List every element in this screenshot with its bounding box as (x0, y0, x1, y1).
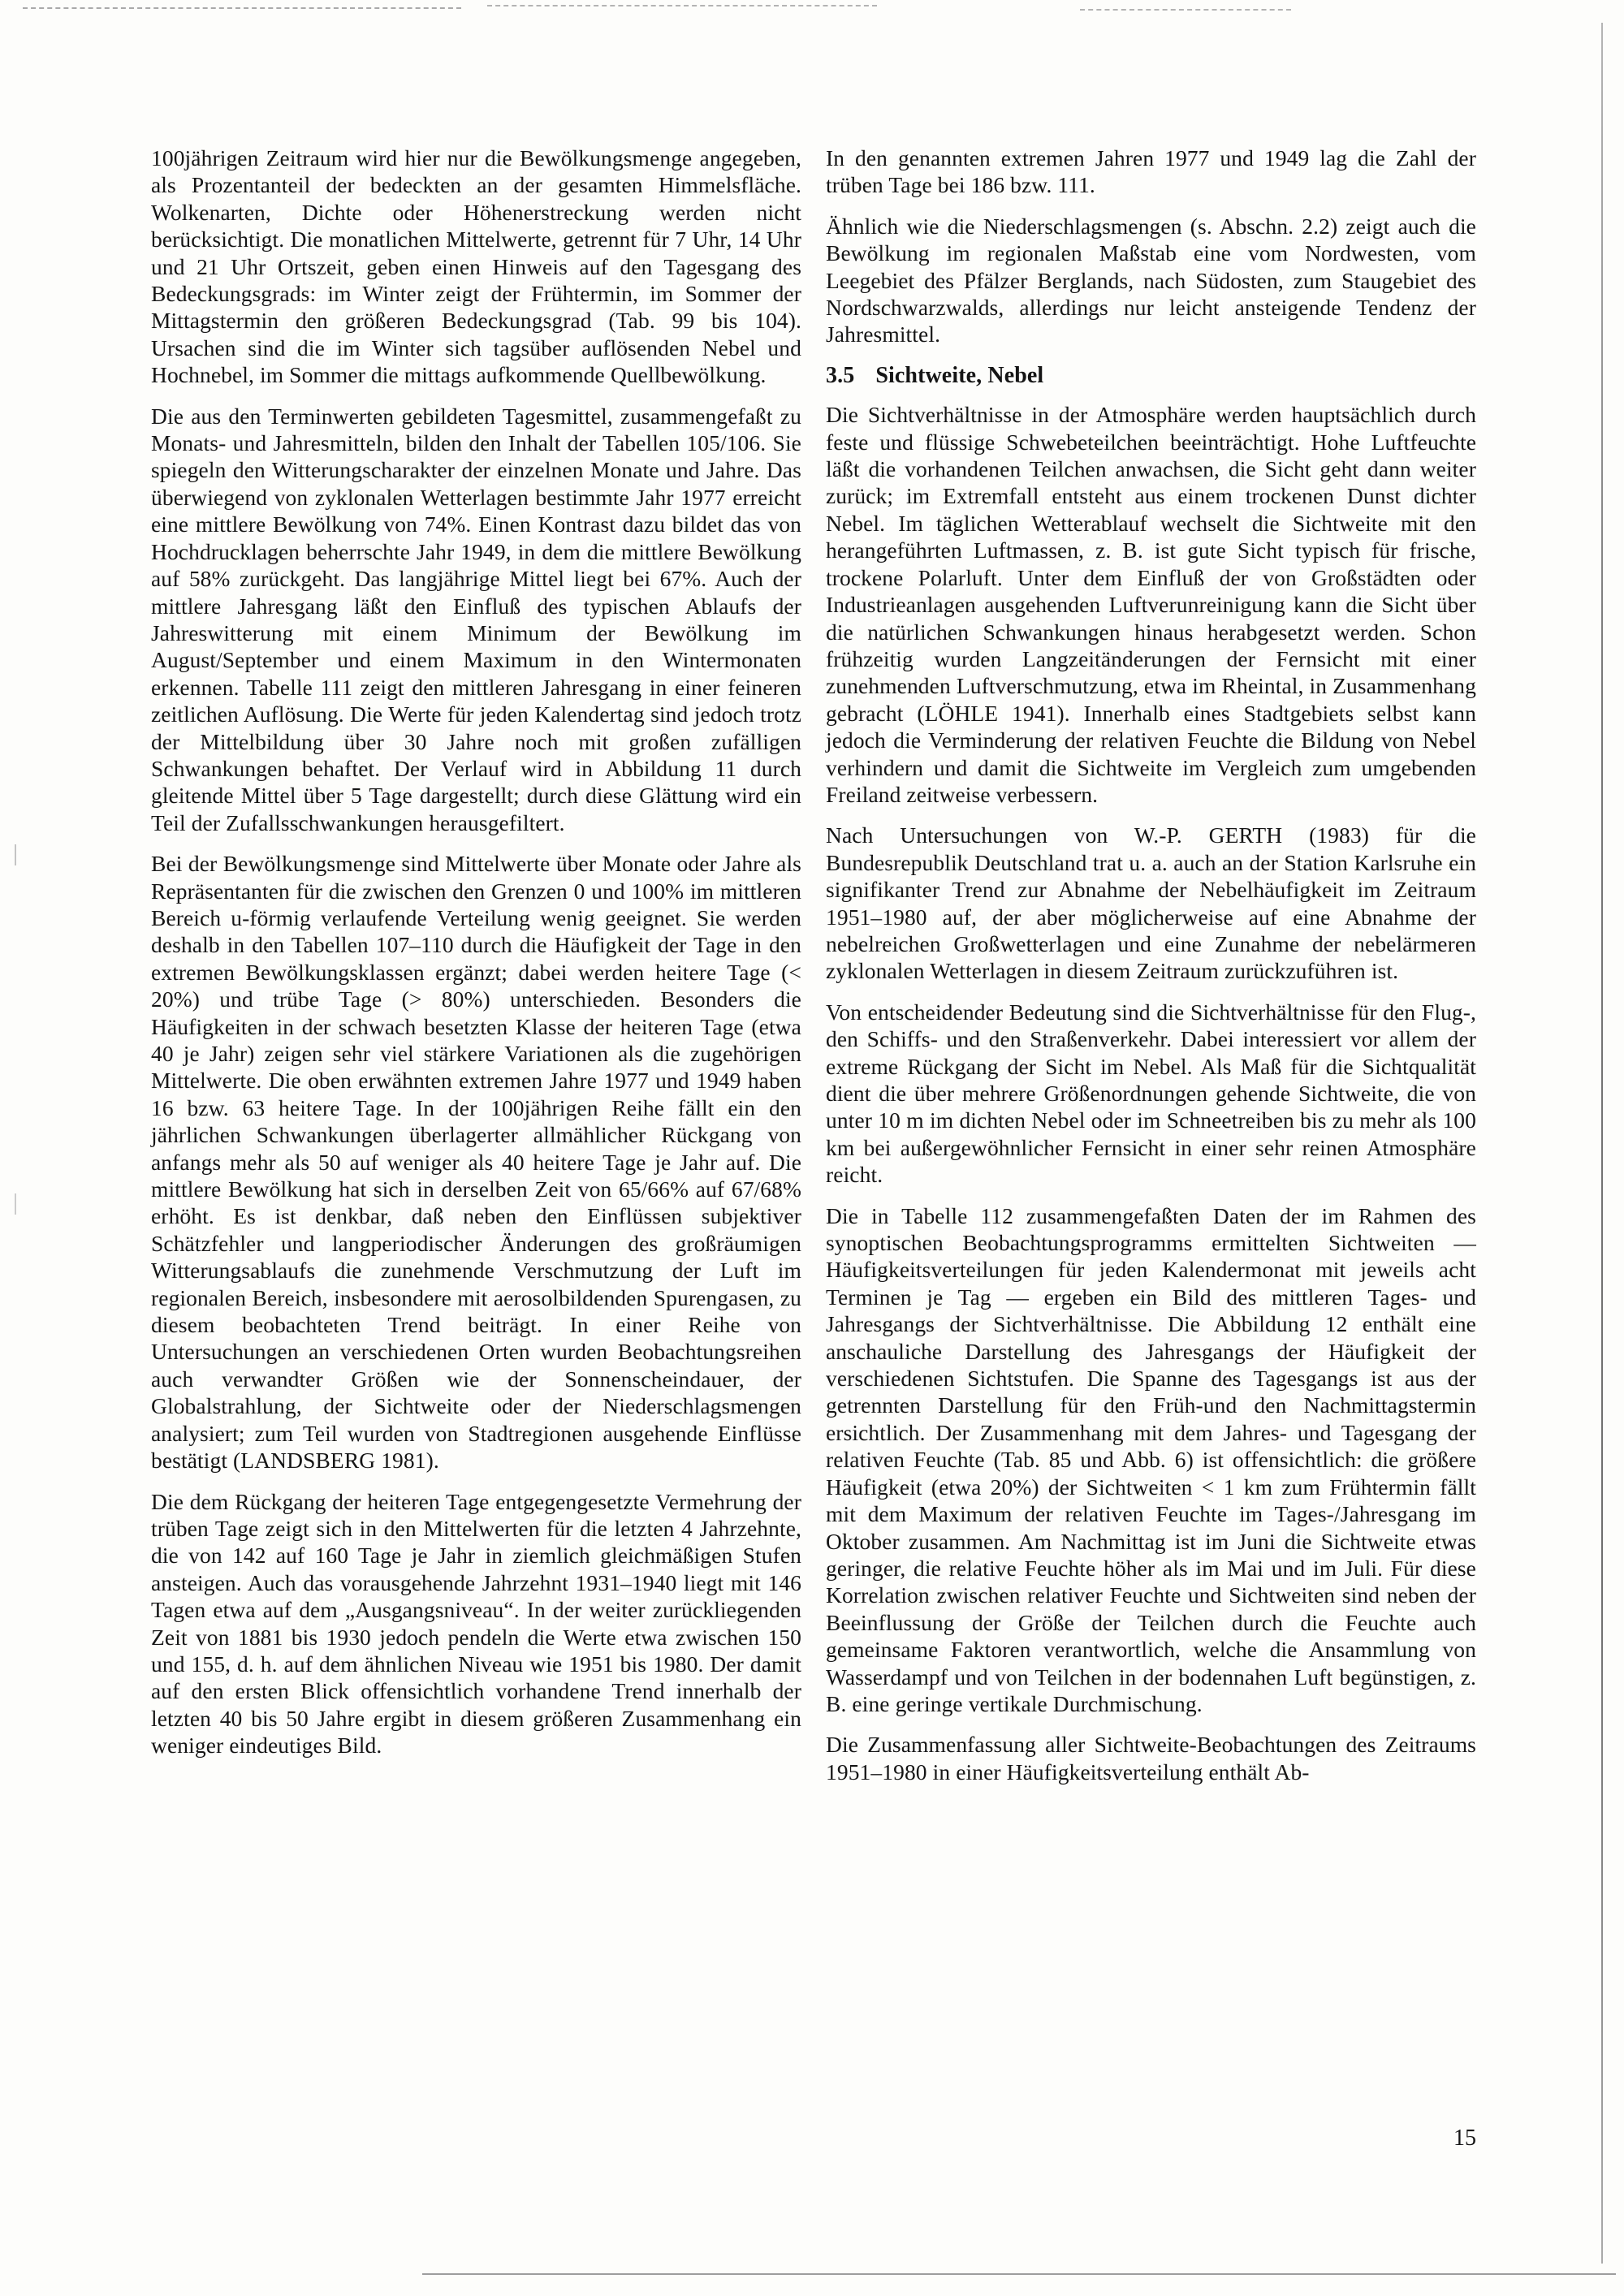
paragraph-cloud-cover-definition: 100jährigen Zeitraum wird hier nur die Bewölkungsmenge angegeben, als Prozentanteil der bedeckten an der gesamten Himmelsfläche. Wolkenarten, Dichte oder Höhenerstreckung werden nicht berücksichtigt. Die monatlichen Mittelwerte, getrennt für 7 Uhr, 14 Uhr und 21 Uhr Ortszeit, geben einen Hinweis auf den Tagesgang des Bedeckungsgrads: im Winter zeigt der Frühtermin, im Sommer der Mittagstermin den größeren Bedeckungsgrad (Tab. 99 bis 104). Ursachen sind die im Winter sich tagsüber auflösenden Nebel und Hochnebel, im Sommer die mittags aufkommende Quellbewölkung. (151, 145, 801, 388)
paragraph-regional-cloud-tendency: Ähnlich wie die Niederschlagsmengen (s. Abschn. 2.2) zeigt auch die Bewölkung im regionalen Maßstab eine vom Nordwesten, vom Leegebiet des Pfälzer Berglands, nach Südosten, zum Staugebiet des Nordschwarzwalds, allerdings nur leicht ansteigende Tendenz der Jahresmittel. (826, 213, 1476, 347)
scan-artifact-left-margin-tick-2 (15, 1193, 16, 1215)
paragraph-gerth-fog-trend: Nach Untersuchungen von W.-P. GERTH (1983) für die Bundesrepublik Deutschland trat u. a. auch an der Station Karlsruhe ein signifikanter Trend zur Abnahme der Nebelhäufigkeit im Zeitraum 1951–1980 auf, der aber möglicherweise auf eine Abnahme der nebelreichen Großwetterlagen und eine Zunahme der nebelärmeren zyklonalen Wetterlagen in diesem Zeitraum zurückzuführen ist. (826, 822, 1476, 984)
left-column (151, 145, 801, 1785)
scan-artifact-right-edge-line (1601, 23, 1603, 2264)
scan-artifact-top-dashed-line-middle (487, 5, 877, 6)
two-column-text-block (151, 145, 1476, 1785)
section-heading-sichtweite-nebel (826, 362, 1476, 389)
scan-artifact-top-dashed-line-left (23, 7, 461, 9)
paragraph-daily-means-tables: Die aus den Terminwerten gebildeten Tagesmittel, zusammengefaßt zu Monats- und Jahresmitteln, bilden den Inhalt der Tabellen 105/106. Sie spiegeln den Witterungscharakter der einzelnen Monate und Jahre. Das überwiegend von zyklonalen Wetterlagen bestimmte Jahr 1977 erreicht eine mittlere Bewölkung von 74%. Einen Kontrast dazu bildet das von Hochdrucklagen beherrschte Jahr 1949, in dem die mittlere Bewölkung auf 58% zurückgeht. Das langjährige Mittel liegt bei 67%. Auch der mittlere Jahresgang läßt den Einfluß des typischen Ablaufs der Jahreswitterung mit einem Minimum der Bewölkung im August/September und einem Maximum in den Wintermonaten erkennen. Tabelle 111 zeigt den mittleren Jahresgang in einer feineren zeitlichen Auflösung. Die Werte für jeden Kalendertag sind jedoch trotz der Mittelbildung über 30 Jahre noch mit großen zufälligen Schwankungen behaftet. Der Verlauf wird in Abbildung 11 durch gleitende Mittel über 5 Tage dargestellt; durch diese Glättung wird ein Teil der Zufallsschwankungen herausgefiltert. (151, 403, 801, 835)
paragraph-table-112-visibility-data: Die in Tabelle 112 zusammengefaßten Daten der im Rahmen des synoptischen Beobachtungsprogramms ermittelten Sichtweiten — Häufigkeitsverteilungen für jeden Kalendermonat mit jeweils acht Terminen je Tag — ergeben ein Bild des mittleren Tages- und Jahresgangs der Sichtverhältnisse. Die Abbildung 12 enthält eine anschauliche Darstellung des Jahresgangs der Häufigkeit der verschiedenen Sichtstufen. Die Spanne des Tagesgangs ist aus der getrennten Darstellung für den Früh-und den Nachmittagstermin ersichtlich. Der Zusammenhang mit dem Jahres- und Tagesgang der relativen Feuchte (Tab. 85 und Abb. 6) ist offensichtlich: die größere Häufigkeit (etwa 20%) der Sichtweiten < 1 km zum Frühtermin fällt mit dem Maximum der relativen Feuchte im Tages-/Jahresgang im Oktober zusammen. Am Nachmittag ist im Juni die Sichtweite etwas geringer, die relative Feuchte höher als im Mai und im Juli. Für diese Korrelation zwischen relativer Feuchte und Sichtweiten sind neben der Beeinflussung der Größe der Teilchen durch die Feuchte auch gemeinsame Faktoren verantwortlich, welche die Ansammlung von Wasserdampf und von Teilchen in der bodennahen Luft begünstigen, z. B. eine geringe vertikale Durchmischung. (826, 1202, 1476, 1716)
scan-artifact-left-margin-tick-1 (15, 844, 16, 865)
paragraph-cloud-amount-extremes: Bei der Bewölkungsmenge sind Mittelwerte über Monate oder Jahre als Repräsentanten für die zwischen den Grenzen 0 und 100% im mittleren Bereich u-förmig verlaufende Verteilung wenig geeignet. Sie werden deshalb in den Tabellen 107–110 durch die Häufigkeit der Tage in den extremen Bewölkungsklassen ergänzt; dabei werden heitere Tage (< 20%) und trübe Tage (> 80%) unterschieden. Besonders die Häufigkeiten in der schwach besetzten Klasse der heiteren Tage (etwa 40 je Jahr) zeigen sehr viel stärkere Variationen als die zugehörigen Mittelwerte. Die oben erwähnten extremen Jahre 1977 und 1949 haben 16 bzw. 63 heitere Tage. In der 100jährigen Reihe fällt ein den jährlichen Schwankungen überlagerter allmählicher Rückgang von anfangs mehr als 50 auf weniger als 40 heitere Tage je Jahr auf. Die mittlere Bewölkung hat sich in derselben Zeit von 65/66% auf 67/68% erhöht. Es ist denkbar, daß neben den Einflüssen subjektiver Schätzfehler und langperiodischer Änderungen des großräumigen Witterungsablaufs die zunehmende Verschmutzung der Luft im regionalen Bereich, insbesondere mit aerosolbildenden Spurengasen, zu diesem beobachteten Trend beiträgt. In einer Reihe von Untersuchungen an verschiedenen Orten wurden Beobachtungsreihen auch verwandter Größen wie der Sonnenscheindauer, der Globalstrahlung, der Sichtweite oder der Niederschlagsmengen analysiert; zum Teil wurden von Stadtregionen ausgehende Einflüsse bestätigt (LANDSBERG 1981). (151, 851, 801, 1474)
paragraph-extreme-years-dull-days: In den genannten extremen Jahren 1977 und 1949 lag die Zahl der trüben Tage bei 186 bzw. 111. (826, 145, 1476, 198)
scan-artifact-top-dashed-line-right (1080, 9, 1291, 11)
paragraph-visibility-conditions: Die Sichtverhältnisse in der Atmosphäre werden hauptsächlich durch feste und flüssige Schwebeteilchen beeinträchtigt. Hohe Luftfeuchte läßt die vorhandenen Teilchen anwachsen, die Sicht geht dann weiter zurück; im Extremfall entsteht aus einem trockenen Dunst dichter Nebel. Im täglichen Wetterablauf wechselt die Sichtweite mit den herangeführten Luftmassen, z. B. ist gute Sicht typisch für frische, trockene Polarluft. Unter dem Einfluß der von Großstädten oder Industrieanlagen ausgehenden Luftverunreinigung kann die Sicht über die natürlichen Schwankungen hinaus herabgesetzt werden. Schon frühzeitig wurden Langzeitänderungen der Fernsicht mit einer zunehmenden Luftverschmutzung, etwa im Rheintal, in Zusammenhang gebracht (LÖHLE 1941). Innerhalb eines Stadtgebiets selbst kann jedoch die Verminderung der relativen Feuchte die Bildung von Nebel verhindern und damit die Sichtweite im Vergleich zum umgebenden Freiland zeitweise verbessern. (826, 402, 1476, 807)
page-number: 15 (1453, 2126, 1476, 2151)
section-title: Sichtweite, Nebel (875, 362, 1044, 388)
right-column (826, 145, 1476, 1785)
section-number: 3.5 (826, 362, 855, 388)
scan-artifact-bottom-edge-line (422, 2273, 1616, 2275)
paragraph-dull-days-trend: Die dem Rückgang der heiteren Tage entgegengesetzte Vermehrung der trüben Tage zeigt sich in den Mittelwerten für die letzten 4 Jahrzehnte, die von 142 auf 160 Tage je Jahr in ziemlich gleichmäßigen Stufen ansteigen. Auch das vorausgehende Jahrzehnt 1931–1940 liegt mit 146 Tagen etwa auf dem „Ausgangsniveau“. In der weiter zurückliegenden Zeit von 1881 bis 1930 jedoch pendeln die Werte etwa zwischen 150 und 155, d. h. auf dem ähnlichen Niveau wie 1951 bis 1980. Der damit auf den ersten Blick offensichtlich vorhandene Trend innerhalb der letzten 40 bis 50 Jahre ergibt in diesem größeren Zusammenhang ein weniger eindeutiges Bild. (151, 1488, 801, 1759)
paragraph-visibility-importance: Von entscheidender Bedeutung sind die Sichtverhältnisse für den Flug-, den Schiffs- und den Straßenverkehr. Dabei interessiert vor allem der extreme Rückgang der Sicht im Nebel. Als Maß für die Sichtqualität dient die über mehrere Größenordnungen gehende Sichtweite, die von unter 10 m im dichten Nebel oder im Schneetreiben bis zu mehr als 100 km bei außergewöhnlicher Fernsicht in einer sehr reinen Atmosphäre reicht. (826, 999, 1476, 1188)
paragraph-visibility-summary-lead: Die Zusammenfassung aller Sichtweite-Beobachtungen des Zeitraums 1951–1980 in einer Häufigkeitsverteilung enthält Ab- (826, 1732, 1476, 1785)
